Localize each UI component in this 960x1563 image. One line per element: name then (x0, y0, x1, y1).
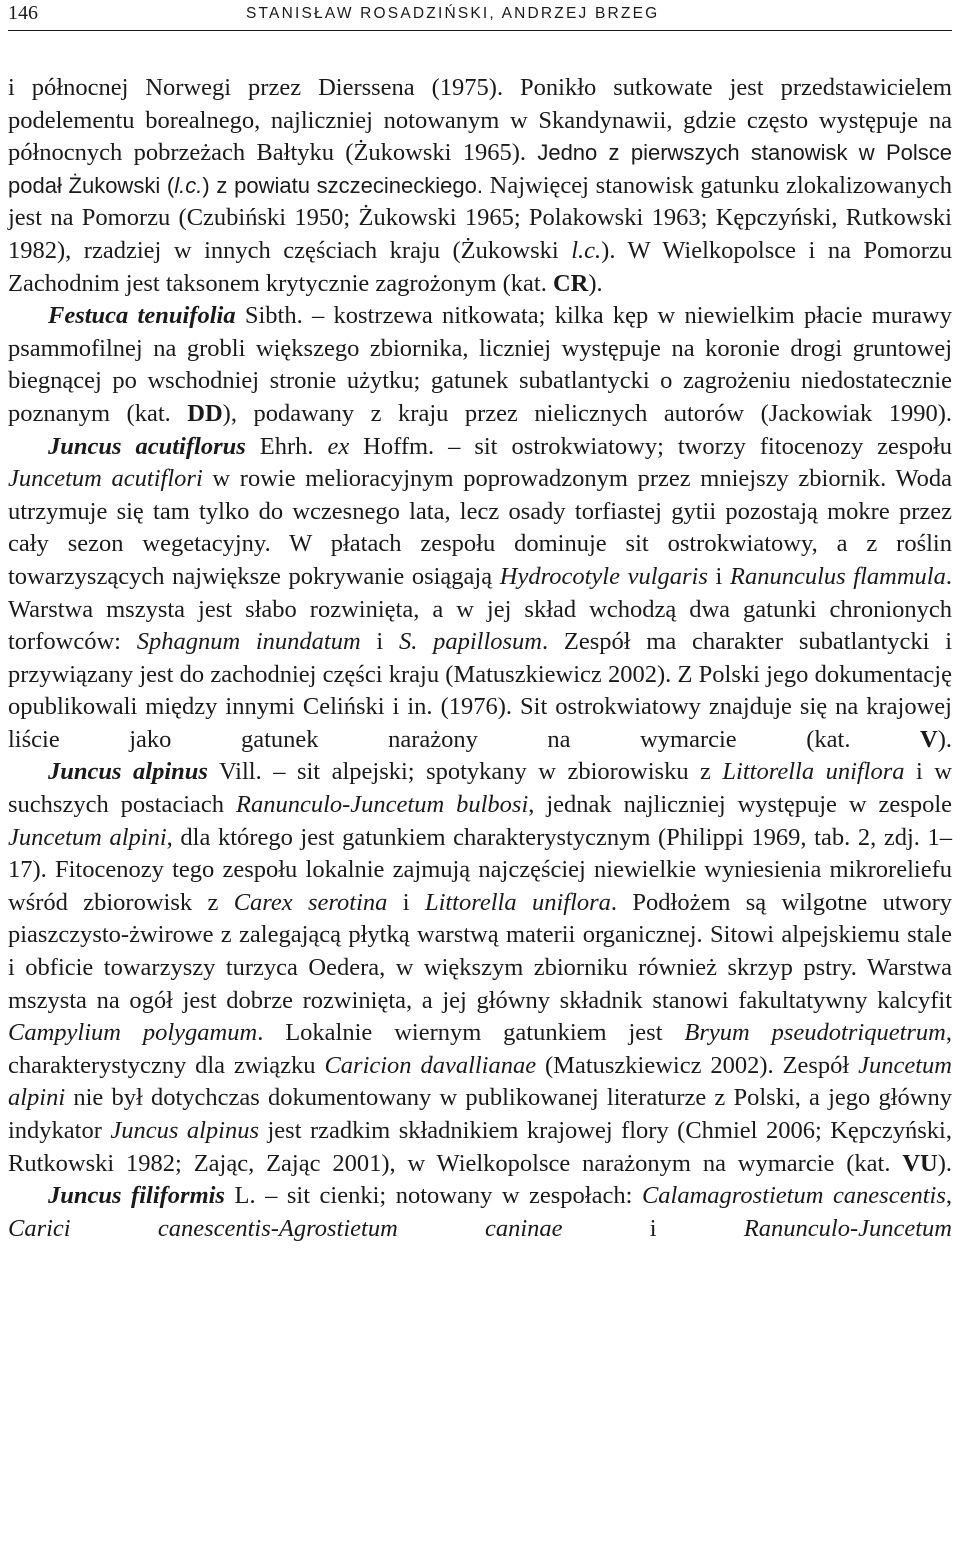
species-name: Juncus acutiflorus (48, 432, 246, 460)
species-name: Juncus alpinus (48, 758, 208, 786)
species-name: Juncus filiformis (48, 1182, 225, 1210)
paragraph-juncus-alpinus: Juncus alpinus Vill. – sit alpejski; spotykany w zbiorowisku z Littorella uniflora i w suchszych postaciach Ranunculo-Juncetum bulbosi, jednak najliczniej występuje w zespole Juncetum alpini, dla którego jest gatunkiem charakterystycznym (Philippi 1969, tab. 2, zdj. 1–17). Fitocenozy tego zespołu lokalnie zajmują najczęściej niewielkie wyniesienia mikroreliefu wśród zbiorowisk z Carex serotina i Littorella uniflora. Podłożem są wilgotne utwory piaszczysto-żwirowe z zalegającą płytką warstwą materii organicznej. Sitowi alpejskiemu stale i obficie towarzyszy turzyca Oedera, w większym zbiorniku również skrzyp pstry. Warstwa mszysta na ogół jest dobrze rozwinięta, a jej główny składnik stanowi fakultatywny kalcyfit Campylium polygamum. Lokalnie wiernym gatunkiem jest Bryum pseudotriquetrum, charakterystyczny dla związku Caricion davallianae (Matuszkiewicz 2002). Zespół Juncetum alpini nie był dotychczas dokumentowany w publikowanej literaturze z Polski, a jego główny indykator Juncus alpinus jest rzadkim składnikiem krajowej flory (Chmiel 2006; Kępczyński, Rutkowski 1982; Zając, Zając 2001), w Wielkopolsce narażonym na wymarcie (kat. VU). (8, 758, 952, 1177)
paragraph-juncus-acutiflorus: Juncus acutiflorus Ehrh. ex Hoffm. – sit ostrokwiatowy; tworzy fitocenozy zespołu Juncetum acutiflori w rowie melioracyjnym poprowadzonym przez mniejszy zbiornik. Woda utrzymuje się tam tylko do wczesnego lata, lecz osady torfiastej gytii pozostają mokre przez cały sezon wegetacyjny. W płatach zespołu dominuje sit ostrokwiatowy, a z roślin towarzyszących największe pokrywanie osiągają Hydrocotyle vulgaris i Ranunculus flammula. Warstwa mszysta jest słabo rozwinięta, a w jej skład wchodzą dwa gatunki chronionych torfowców: Sphagnum inundatum i S. papillosum. Zespół ma charakter subatlantycki i przywiązany jest do zachodniej części kraju (Matuszkiewicz 2002). Z Polski jego dokumentację opublikowali między innymi Celiński i in. (1976). Sit ostrokwiatowy znajduje się na krajowej liście jako gatunek narażony na wymarcie (kat. V). (8, 432, 953, 753)
page-header (0, 0, 960, 26)
page-number: 146 (8, 2, 38, 24)
body-text (8, 72, 952, 1245)
paragraph-arnica-continuation: i północnej Norwegi przez Dierssena (1975). Ponikło sutkowate jest przedstawicielem podelementu borealnego, najliczniej notowanym w Skandynawii, gdzie często występuje na północnych pobrzeżach Bałtyku (Żukowski 1965). Jedno z pierwszych stanowisk w Polsce podał Żukowski (l.c.) z powiatu szczecineckiego. Najwięcej stanowisk gatunku zlokalizowanych jest na Pomorzu (Czubiński 1950; Żukowski 1965; Polakowski 1963; Kępczyński, Rutkowski 1982), rzadziej w innych częściach kraju (Żukowski l.c.). W Wielkopolsce i na Pomorzu Zachodnim jest taksonem krytycznie zagrożonym (kat. CR). (8, 74, 952, 297)
species-name: Festuca tenuifolia (48, 302, 236, 330)
paragraph-juncus-filiformis: Juncus filiformis L. – sit cienki; notowany w zespołach: Calamagrostietum canescentis, Carici canescentis-Agrostietum caninae i Ranunculo-Juncetum (8, 1182, 952, 1242)
header-rule (8, 30, 952, 31)
paragraph-festuca-tenuifolia: Festuca tenuifolia Sibth. – kostrzewa nitkowata; kilka kęp w niewielkim płacie murawy psammofilnej na grobli większego zbiornika, liczniej występuje na koronie drogi gruntowej biegnącej po wschodniej stronie użytku; gatunek subatlantycki o zagrożeniu niedostatecznie poznanym (kat. DD), podawany z kraju przez nielicznych autorów (Jackowiak 1990). (8, 302, 952, 427)
running-head: STANISŁAW ROSADZIŃSKI, ANDRZEJ BRZEG (246, 5, 660, 22)
